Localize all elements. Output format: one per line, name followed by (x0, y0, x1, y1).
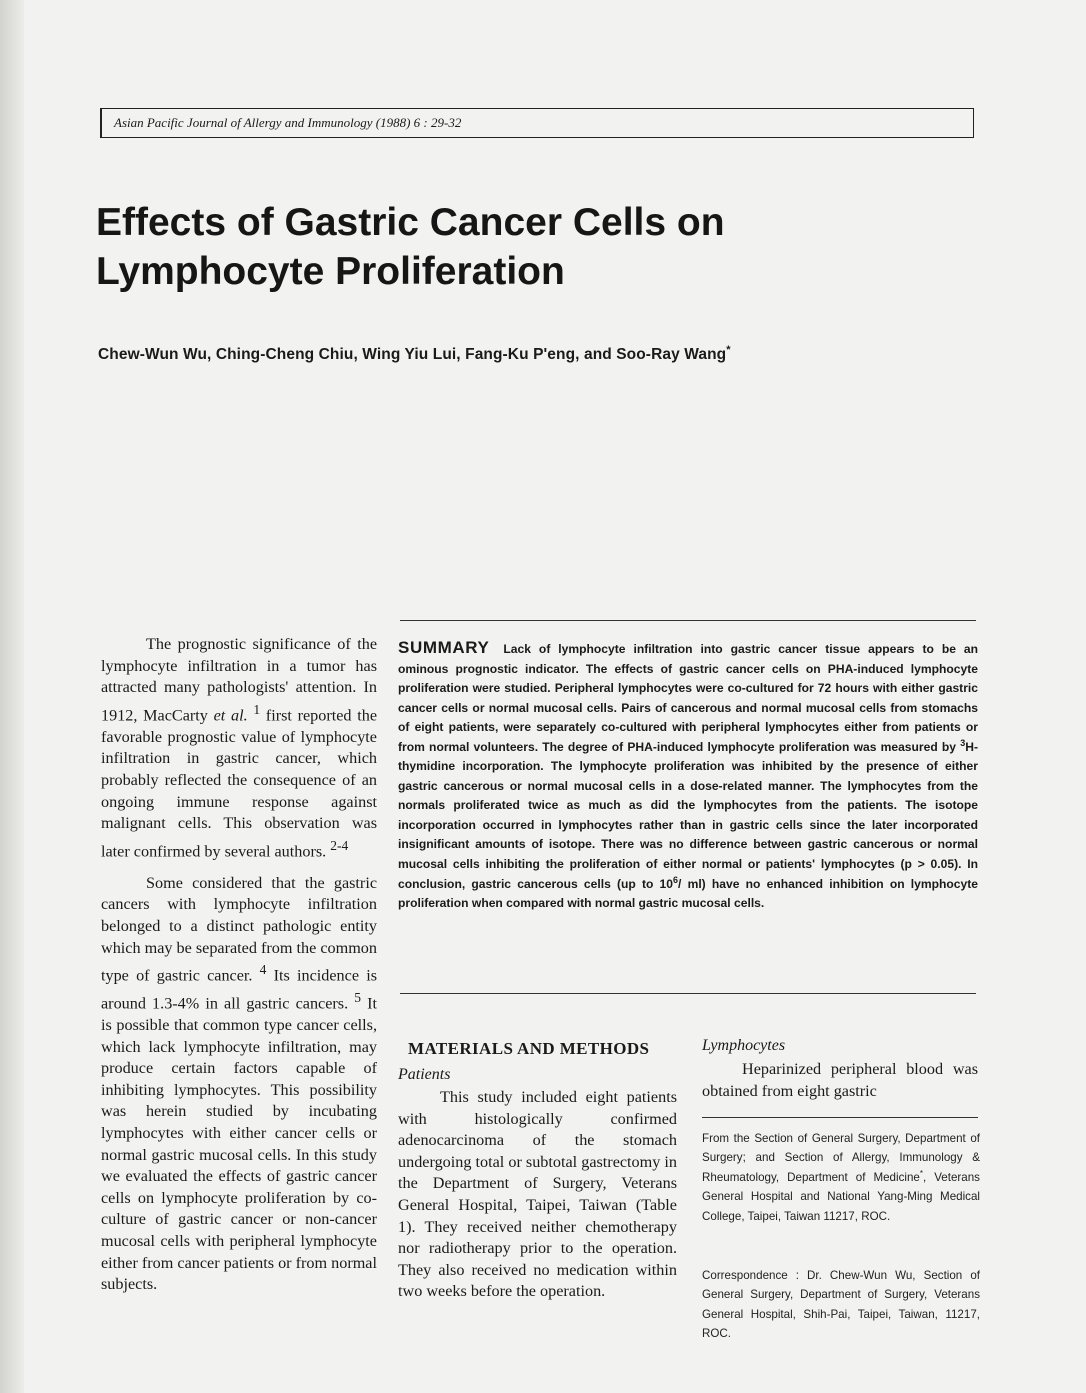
intro-paragraph-2 (101, 873, 377, 1296)
article-title-line-2: Lymphocyte Proliferation (96, 250, 565, 293)
summary-heading: SUMMARY (398, 638, 490, 657)
summary-text: / ml) have no enhanced inhibition on lymphocyte proliferation when compared with normal gastric mucosal cells. (398, 876, 978, 911)
summary-text: H-thymidine incorporation. The lymphocyte proliferation was inhibited by the presence of either gastric cancerous or normal mucosal cells in a dose-related manner. The lymphocytes from the normals proliferated twice as much as did the lymphocytes from the patients. The isotope incorporation occurred in lymphocytes rather than in gastric cells since the later incorporated insignificant amounts of isotope. There was no difference between gastric cancerous or normal mucosal cells inhibiting the proliferation of either normal or patients' lymphocytes (p > 0.05). In conclusion, gastric cancerous cells (up to 10 (398, 739, 978, 891)
superscript: 3 (960, 737, 966, 748)
journal-citation-box (100, 108, 974, 138)
intro-text: Some considered that the gastric cancers with lymphocyte infiltration belonged to a distinct pathologic entity which may be separated from the common type of gastric cancer. (101, 873, 377, 985)
affiliation-text-part: , Veterans General Hospital and National Yang-Ming Medical College, Taipei, Taiwan 11217, ROC. (702, 1170, 980, 1223)
intro-text: It is possible that common type cancer cells, which lack lymphocyte infiltration, may produce certain factors capable of inhibiting lymphocytes. This possibility was herein studied by incubating lymphocytes with either cancer cells or normal gastric mucosal cells. In this study we evaluated the effects of gastric cancer cells on lymphocyte proliferation by co-culture of gastric cancer or non-cancer mucosal cells with peripheral lymphocyte either from cancer patients or from normal subjects. (101, 994, 378, 1294)
article-title (96, 198, 996, 296)
lymphocytes-paragraph: Heparinized peripheral blood was obtained from eight gastric (702, 1060, 978, 1100)
journal-citation: Asian Pacific Journal of Allergy and Immunology (1988) 6 : 29-32 (114, 115, 462, 130)
footnote-rule (702, 1117, 978, 1118)
affiliation-mark: * (919, 1168, 923, 1178)
citation-ref: 2-4 (330, 837, 349, 853)
summary-top-rule (400, 620, 976, 621)
citation-ref: 1 (253, 701, 261, 717)
patients-paragraph: This study included eight patients with histologically confirmed adenocarcinoma of the stomach undergoing total or subtotal gastrectomy in the Department of Surgery, Veterans General Hospital, Taipei, Taiwan (Table 1). They received neither chemotherapy nor radiotherapy prior to the operation. They also received no medication within two weeks before the operation. (398, 1088, 677, 1301)
affiliation-footnote (702, 1129, 980, 1226)
summary-bottom-rule (400, 993, 976, 994)
intro-column (101, 634, 377, 1296)
page-binding-edge (0, 0, 24, 1393)
author-affiliation-mark: * (726, 344, 731, 356)
lymphocytes-column (702, 1059, 978, 1102)
section-heading-methods: MATERIALS AND METHODS (408, 1039, 650, 1058)
intro-text: Its incidence is around 1.3-4% in all gastric cancers. (101, 966, 378, 1013)
affiliation-text (702, 1129, 980, 1226)
summary-abstract (398, 638, 978, 914)
author-names: Chew-Wun Wu, Ching-Cheng Chiu, Wing Yiu Lui, Fang-Ku P'eng, and Soo-Ray Wang (98, 346, 727, 364)
methods-column (398, 1087, 677, 1303)
subheading-lymphocytes: Lymphocytes (702, 1037, 786, 1054)
intro-paragraph-1 (101, 634, 377, 863)
summary-text: Lack of lymphocyte infiltration into gastric cancer tissue appears to be an ominous prognostic indicator. The effects of gastric cancer cells on PHA-induced lymphocyte proliferation were studied. Peripheral lymphocytes were co-cultured for 72 hours with either gastric cancer cells or normal mucosal cells. Pairs of cancerous and normal mucosal cells from stomachs of eight patients, were separately co-cultured with peripheral lymphocytes either from patients or from normal volunteers. The degree of PHA-induced lymphocyte proliferation was measured by (398, 642, 978, 754)
author-list (98, 344, 731, 364)
subheading-patients: Patients (398, 1066, 451, 1083)
superscript: 6 (673, 874, 679, 885)
correspondence-text: Correspondence : Dr. Chew-Wun Wu, Section of General Surgery, Department of Surgery, Veterans General Hospital, Shih-Pai, Taipei, Taiwan, 11217, ROC. (702, 1269, 980, 1341)
affiliation-text-part: From the Section of General Surgery, Department of Surgery; and Section of Allergy, Immunology & Rheumatology, Department of Medicine (702, 1132, 980, 1184)
intro-text: first reported the favorable prognostic value of lymphocyte infiltration in gastric cancer, which probably reflected the consequence of an ongoing immune response against malignant cells. This observation was later confirmed by several authors. (101, 706, 378, 861)
intro-text: The prognostic significance of the lymphocyte infiltration in a tumor has attracted many pathologists' attention. In 1912, MacCarty (101, 635, 377, 725)
correspondence-footnote (702, 1266, 980, 1344)
citation-ref: 5 (354, 990, 362, 1006)
citation-ref: 4 (259, 962, 267, 978)
article-title-line-1: Effects of Gastric Cancer Cells on (96, 201, 725, 244)
intro-etal: et al. (213, 706, 248, 725)
